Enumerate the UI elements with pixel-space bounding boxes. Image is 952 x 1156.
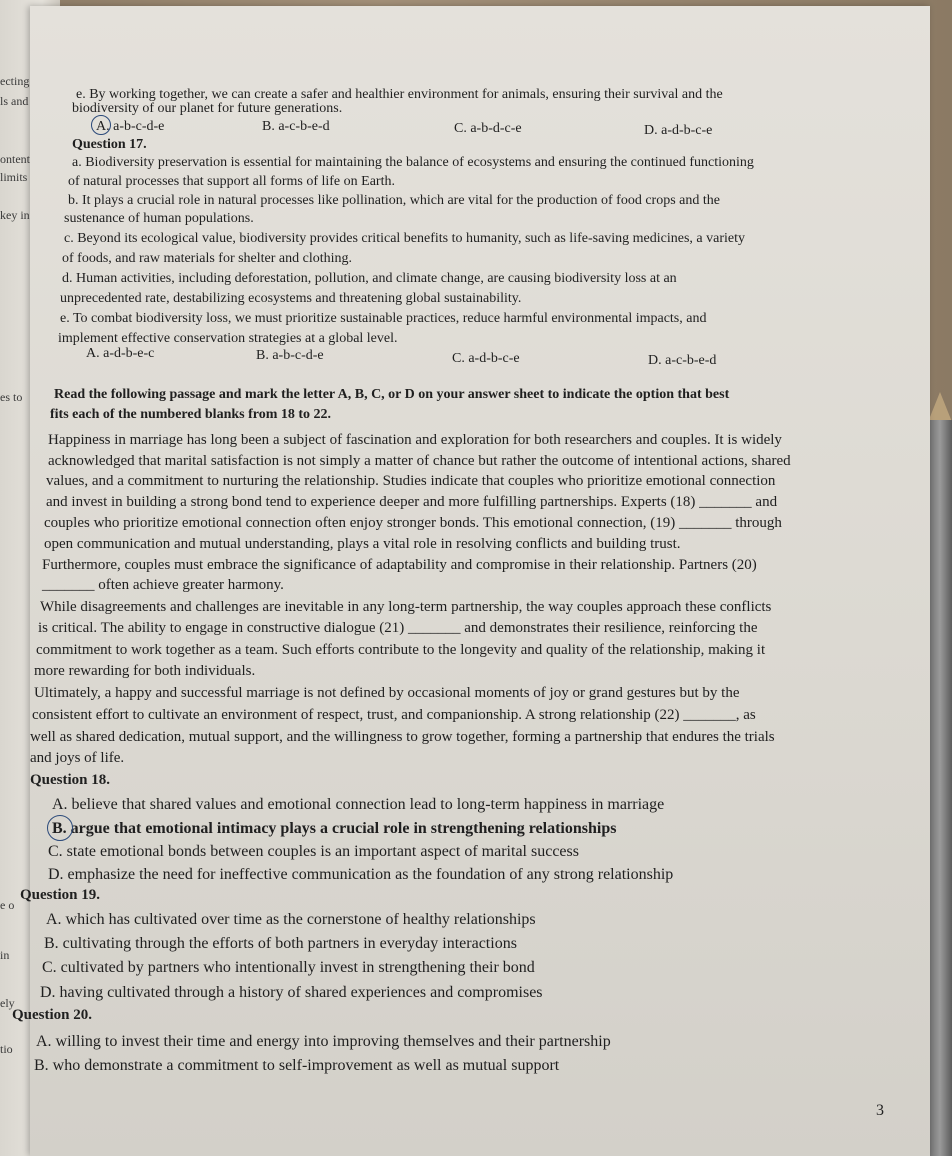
q20-option-a[interactable]: A. willing to invest their time and energy into improving themselves and their partnership — [36, 1033, 611, 1050]
passage-line: acknowledged that marital satisfaction is not simply a matter of chance but rather the outcome of intentional actions, shared — [48, 453, 791, 469]
pencil-tip — [928, 392, 952, 422]
q20-option-b[interactable]: B. who demonstrate a commitment to self-improvement as well as mutual support — [34, 1057, 560, 1074]
q16-answer-circle — [91, 115, 111, 135]
passage-line: Happiness in marriage has long been a subject of fascination and exploration for both researchers and couples. It is widely — [48, 432, 782, 448]
q17-title: Question 17. — [72, 137, 147, 152]
margin-fragment: tio — [0, 1042, 13, 1056]
passage-line: and invest in building a strong bond tend to experience deeper and more fulfilling partnerships. Experts (18) _______ and — [46, 494, 778, 510]
passage-line: _______ often achieve greater harmony. — [42, 577, 284, 593]
q19-option-d[interactable]: D. having cultivated through a history of shared experiences and compromises — [40, 984, 543, 1001]
margin-fragment: limits — [0, 170, 28, 184]
q18-option-b[interactable]: B. argue that emotional intimacy plays a crucial role in strengthening relationships — [52, 820, 617, 837]
q19-option-b[interactable]: B. cultivating through the efforts of both partners in everyday interactions — [44, 935, 517, 952]
q19-option-c[interactable]: C. cultivated by partners who intentionally invest in strengthening their bond — [42, 959, 535, 976]
passage-line: values, and a commitment to nurturing the relationship. Studies indicate that couples who prioritize emotional connection — [46, 473, 776, 489]
passage-instruction-line1: Read the following passage and mark the letter A, B, C, or D on your answer sheet to indicate the option that best — [54, 387, 730, 402]
passage-line: Furthermore, couples must embrace the significance of adaptability and compromise in their relationship. Partners (20) — [42, 557, 757, 573]
q18-option-a[interactable]: A. believe that shared values and emotional connection lead to long-term happiness in marriage — [52, 796, 665, 813]
q16-item-e-line1: e. By working together, we can create a safer and healthier environment for animals, ensuring their survival and the — [76, 87, 723, 102]
passage-line: commitment to work together as a team. Such efforts contribute to the longevity and quality of the relationship, making it — [36, 642, 766, 658]
q17-option-d[interactable]: D. a-c-b-e-d — [648, 353, 717, 368]
margin-fragment: in — [0, 948, 10, 962]
passage-line: open communication and mutual understanding, plays a vital role in resolving conflicts and building trust. — [44, 536, 681, 552]
margin-fragment: ontent — [0, 152, 30, 166]
margin-fragment: ely — [0, 996, 15, 1010]
q17-line: implement effective conservation strategies at a global level. — [58, 331, 398, 346]
q16-option-a[interactable]: A. a-b-c-d-e — [96, 119, 165, 134]
passage-line: Ultimately, a happy and successful marriage is not defined by occasional moments of joy or grand gestures but by the — [34, 685, 740, 701]
passage-line: well as shared dedication, mutual support, and the willingness to grow together, forming a partnership that endures the trials — [30, 729, 775, 745]
passage-line: consistent effort to cultivate an environment of respect, trust, and companionship. A strong relationship (22) _______, as — [32, 707, 756, 723]
q17-line: c. Beyond its ecological value, biodiversity provides critical benefits to humanity, such as life-saving medicines, a variety — [64, 231, 746, 246]
margin-fragment: ecting — [0, 74, 30, 88]
q17-line: e. To combat biodiversity loss, we must prioritize sustainable practices, reduce harmful environmental impacts, and — [60, 311, 707, 326]
q17-line: a. Biodiversity preservation is essential for maintaining the balance of ecosystems and ensuring the continued functioning — [72, 155, 754, 170]
q17-line: d. Human activities, including deforestation, pollution, and climate change, are causing biodiversity loss at an — [62, 271, 677, 286]
q16-option-b[interactable]: B. a-c-b-e-d — [262, 119, 330, 134]
margin-fragment: key in — [0, 208, 30, 222]
page-number: 3 — [876, 1102, 884, 1119]
passage-line: couples who prioritize emotional connection often enjoy stronger bonds. This emotional connection, (19) _______ through — [44, 515, 782, 531]
q17-line: sustenance of human populations. — [64, 211, 254, 226]
passage-line: more rewarding for both individuals. — [34, 663, 256, 679]
q17-option-a[interactable]: A. a-d-b-e-c — [86, 346, 155, 361]
q20-title: Question 20. — [12, 1007, 93, 1023]
margin-fragment: e o — [0, 898, 15, 912]
q16-option-d[interactable]: D. a-d-b-c-e — [644, 123, 713, 138]
passage-line: While disagreements and challenges are inevitable in any long-term partnership, the way couples approach these conflicts — [40, 599, 772, 615]
q17-option-c[interactable]: C. a-d-b-c-e — [452, 351, 520, 366]
margin-fragment: es to — [0, 390, 23, 404]
q17-line: unprecedented rate, destabilizing ecosystems and threatening global sustainability. — [60, 291, 522, 306]
q18-answer-circle — [47, 815, 73, 841]
q17-line: b. It plays a crucial role in natural processes like pollination, which are vital for the production of food crops and the — [68, 193, 720, 208]
q17-line: of natural processes that support all forms of life on Earth. — [68, 174, 395, 189]
q18-option-c[interactable]: C. state emotional bonds between couples is an important aspect of marital success — [48, 843, 579, 860]
pencil — [928, 420, 952, 1156]
margin-fragment: ls and — [0, 94, 29, 108]
q19-title: Question 19. — [20, 887, 101, 903]
q17-option-b[interactable]: B. a-b-c-d-e — [256, 348, 324, 363]
q19-option-a[interactable]: A. which has cultivated over time as the cornerstone of healthy relationships — [46, 911, 536, 928]
q17-line: of foods, and raw materials for shelter and clothing. — [62, 251, 353, 266]
passage-instruction-line2: fits each of the numbered blanks from 18 to 22. — [50, 407, 332, 422]
passage-line: and joys of life. — [30, 750, 125, 766]
q18-title: Question 18. — [30, 772, 111, 788]
q18-option-d[interactable]: D. emphasize the need for ineffective communication as the foundation of any strong relationship — [48, 866, 674, 883]
passage-line: is critical. The ability to engage in constructive dialogue (21) _______ and demonstrates their resilience, reinforcing the — [38, 620, 758, 636]
q16-option-c[interactable]: C. a-b-d-c-e — [454, 121, 522, 136]
q16-item-e-line2: biodiversity of our planet for future generations. — [72, 101, 343, 116]
